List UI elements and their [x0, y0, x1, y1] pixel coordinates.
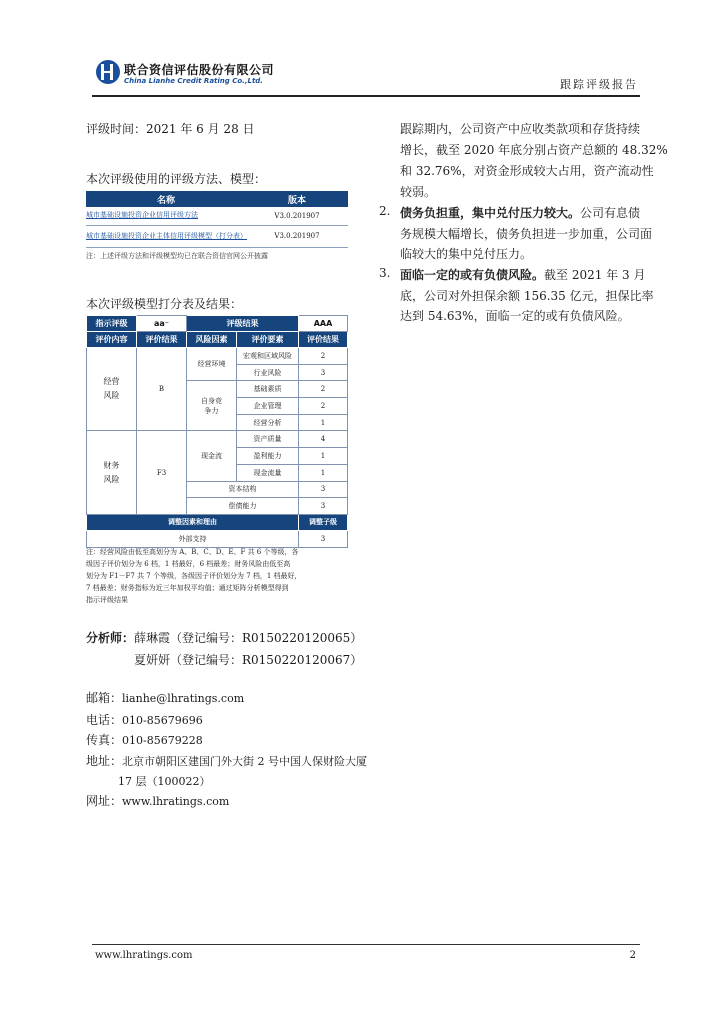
- methods-note: 注：上述评级方法和评级模型均已在联合资信官网公开披露: [86, 252, 268, 260]
- model-version: V3.0.201907: [246, 225, 348, 247]
- external-support-label: 外部支持: [87, 530, 299, 547]
- para-1-line-4: 较弱。: [400, 185, 437, 199]
- fax-row: [86, 731, 203, 748]
- address-row: [86, 752, 367, 769]
- element-score: 1: [299, 448, 348, 465]
- element-name: 盈利能力: [237, 448, 299, 465]
- footnote-line: 级因子评价划分为 6 档，1 档最好，6 档最差；财务风险由低至高: [86, 560, 291, 568]
- table-row: [86, 225, 348, 247]
- email-label: 邮箱：: [86, 691, 123, 705]
- element-score: 4: [299, 431, 348, 448]
- result-value: AAA: [299, 316, 348, 332]
- address-line-2: 17 层（100022）: [118, 775, 211, 788]
- adjust-sub-label: 调整子级: [299, 514, 348, 530]
- element-name: 资产质量: [237, 431, 299, 448]
- env-factor: 经营环境: [187, 348, 237, 381]
- element-name: 偿债能力: [187, 498, 299, 515]
- element-name: 资本结构: [187, 481, 299, 498]
- self-factor-text: 自身竞争力: [200, 396, 222, 415]
- business-risk-result: B: [137, 348, 187, 431]
- item-3-line-1: [400, 266, 645, 283]
- adjust-label: 调整因素和理由: [87, 514, 299, 530]
- report-type: 跟踪评级报告: [560, 78, 638, 91]
- company-name-cn: 联合资信评估股份有限公司: [124, 63, 275, 77]
- analyst-row-1: [86, 629, 362, 646]
- email-row: [86, 689, 244, 706]
- table-row: [87, 348, 348, 365]
- item-2-heading: 债务负担重，集中兑付压力较大。: [400, 206, 581, 220]
- methods-table: [86, 191, 348, 248]
- item-3-line-3: 达到 54.63%，面临一定的或有负债风险。: [400, 309, 630, 323]
- cash-factor: 现金流: [187, 431, 237, 481]
- indicator-value: aa⁻: [137, 316, 187, 332]
- col-header-content: 评价内容: [87, 332, 137, 348]
- phone-row: [86, 711, 203, 728]
- table-row: [87, 431, 348, 448]
- indicator-label: 指示评级: [87, 316, 137, 332]
- page-number: 2: [629, 950, 636, 961]
- methods-title: 本次评级使用的评级方法、模型：: [86, 172, 267, 186]
- table-row: [86, 207, 348, 225]
- header-divider: [92, 95, 640, 97]
- element-name: 基础素质: [237, 381, 299, 398]
- element-score: 3: [299, 481, 348, 498]
- item-3-number: 3.: [379, 266, 391, 280]
- table-row: [87, 530, 348, 547]
- address-label: 地址：: [86, 754, 123, 768]
- col-header-risk-factor: 风险因素: [187, 332, 237, 348]
- model-link[interactable]: 城市基础设施投资企业主体信用评级模型（打分表）: [86, 225, 246, 247]
- analyst-label: 分析师：: [86, 631, 135, 645]
- scoring-table: [86, 315, 348, 548]
- item-2-number: 2.: [379, 204, 391, 218]
- element-score: 2: [299, 348, 348, 365]
- footnote-line: 7 档最差；财务指标为近三年加权平均值；通过矩阵分析模型得到: [86, 584, 289, 592]
- methods-header-version: 版本: [246, 191, 348, 207]
- rating-time: 评级时间：2021 年 6 月 28 日: [86, 122, 255, 136]
- item-2-line-3: 临较大的集中兑付压力。: [400, 247, 533, 261]
- external-support-score: 3: [299, 530, 348, 547]
- element-name: 经营分析: [237, 414, 299, 431]
- email-value[interactable]: lianhe@lhratings.com: [122, 692, 245, 705]
- item-3-line-2: 底，公司对外担保余额 156.35 亿元，担保比率: [400, 289, 654, 303]
- footnote-line: 注：经营风险由低至高划分为 A、B、C、D、E、F 共 6 个等级，各: [86, 548, 299, 556]
- phone-label: 电话：: [86, 713, 123, 727]
- result-label: 评级结果: [187, 316, 299, 332]
- element-score: 1: [299, 414, 348, 431]
- element-score: 2: [299, 398, 348, 415]
- element-name: 行业风险: [237, 364, 299, 381]
- element-name: 企业管理: [237, 398, 299, 415]
- fax-label: 传真：: [86, 733, 123, 747]
- analyst-2: 夏妍妍（登记编号：R0150220120067）: [134, 653, 363, 667]
- method-link[interactable]: 城市基础设施投资企业信用评级方法: [86, 207, 246, 225]
- financial-risk-label: [87, 431, 137, 514]
- col-header-score: 评价结果: [299, 332, 348, 348]
- element-score: 3: [299, 498, 348, 515]
- business-risk-label: [87, 348, 137, 431]
- col-header-result: 评价结果: [137, 332, 187, 348]
- item-2-line-2: 务规模大幅增长，债务负担进一步加重，公司面: [400, 227, 653, 241]
- phone-value: 010-85679696: [122, 714, 203, 727]
- item-3-text: 截至 2021 年 3 月: [544, 268, 646, 282]
- footnote-line: 划分为 F1－F7 共 7 个等级，各级因子评价划分为 7 档，1 档最好，: [86, 572, 302, 580]
- method-version: V3.0.201907: [246, 207, 348, 225]
- col-header-element: 评价要素: [237, 332, 299, 348]
- para-1-line-1: 跟踪期内，公司资产中应收类款项和存货持续: [400, 122, 641, 136]
- element-score: 2: [299, 381, 348, 398]
- analyst-1: 薛琳霞（登记编号：R0150220120065）: [134, 631, 363, 645]
- address-line-1: 北京市朝阳区建国门外大街 2 号中国人保财险大厦: [122, 755, 368, 768]
- company-name-en: China Lianhe Credit Rating Co.,Ltd.: [124, 77, 263, 85]
- self-factor: [187, 381, 237, 431]
- model-title: 本次评级模型打分表及结果：: [86, 297, 243, 311]
- business-risk-text: 经营风险: [103, 377, 120, 401]
- para-1-line-2: 增长，截至 2020 年底分别占资产总额的 48.32%: [400, 143, 668, 157]
- financial-risk-text: 财务风险: [103, 460, 120, 484]
- site-row: [86, 792, 229, 809]
- element-score: 3: [299, 364, 348, 381]
- methods-header-name: 名称: [86, 191, 246, 207]
- footer-url[interactable]: www.lhratings.com: [95, 950, 193, 961]
- scoring-footnote: [86, 546, 352, 606]
- fax-value: 010-85679228: [122, 734, 203, 747]
- site-label: 网址：: [86, 794, 123, 808]
- footer-divider: [92, 944, 640, 945]
- item-3-heading: 面临一定的或有负债风险。: [400, 268, 545, 282]
- element-name: 现金流量: [237, 464, 299, 481]
- element-name: 宏观和区域风险: [237, 348, 299, 365]
- element-score: 1: [299, 464, 348, 481]
- financial-risk-result: F3: [137, 431, 187, 514]
- site-value[interactable]: www.lhratings.com: [122, 795, 230, 808]
- logo-mark-bar: [104, 71, 111, 73]
- adjust-header-row: [87, 514, 348, 530]
- para-1-line-3: 和 32.76%，对资金形成较大占用，资产流动性: [400, 164, 654, 178]
- item-2-text: 公司有息债: [580, 206, 641, 220]
- item-2-line-1: [400, 204, 640, 221]
- footnote-line: 指示评级结果: [86, 596, 128, 604]
